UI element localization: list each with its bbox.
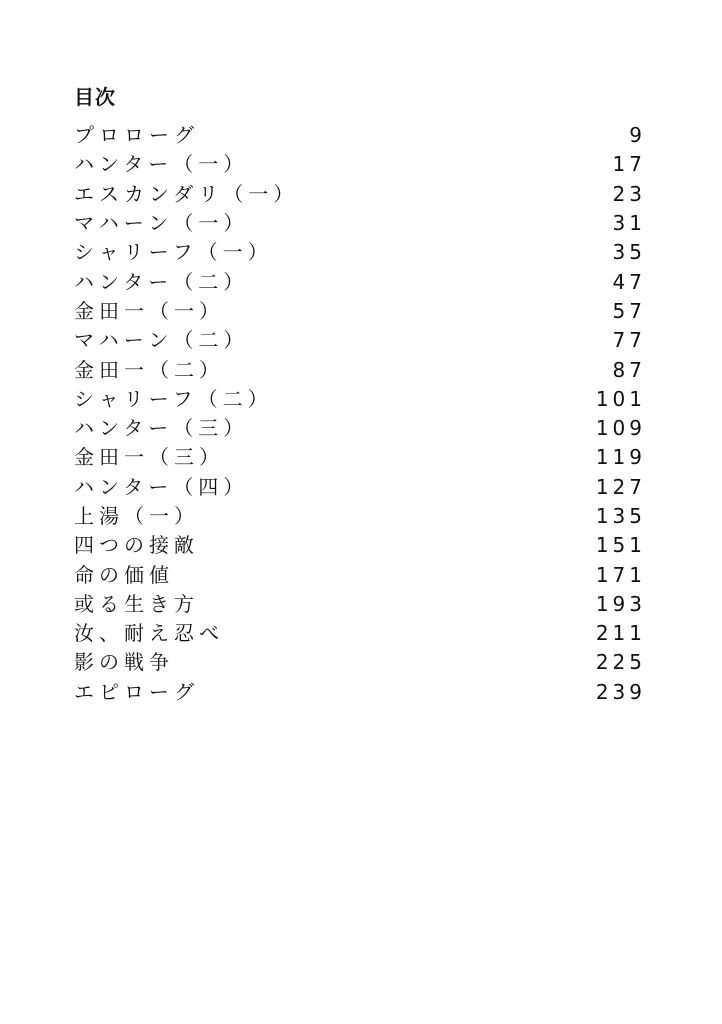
toc-entry [74, 619, 646, 648]
toc-entry-title: マハーン（一） [74, 211, 249, 236]
toc-entry-title: 影の戦争 [74, 650, 174, 675]
toc-entry-page: 193 [595, 591, 646, 616]
toc-entry-page: 47 [612, 269, 646, 294]
toc-entry-page: 109 [595, 416, 646, 441]
toc-entry [74, 531, 646, 560]
toc-entry [74, 385, 646, 414]
toc-entry [74, 648, 646, 677]
toc-entry-page: 35 [612, 240, 646, 265]
toc-entry-title: マハーン（二） [74, 328, 249, 353]
toc-entry [74, 355, 646, 384]
toc-entry-title: 或る生き方 [74, 591, 199, 616]
toc-entry-title: ハンター（二） [74, 269, 249, 294]
toc-entry-page: 225 [595, 650, 646, 675]
toc-entry-title: エピローグ [74, 679, 199, 704]
toc-entry-page: 211 [595, 621, 646, 646]
toc-entry [74, 238, 646, 267]
toc-entry [74, 209, 646, 238]
toc-entry-title: 金田一（三） [74, 445, 224, 470]
toc-entry-title: ハンター（四） [74, 474, 249, 499]
toc-entry [74, 473, 646, 502]
toc-entry [74, 267, 646, 296]
toc-entry-page: 23 [612, 181, 646, 206]
toc-entry [74, 443, 646, 472]
table-of-contents [74, 121, 646, 707]
toc-entry [74, 150, 646, 179]
toc-entry-page: 101 [595, 386, 646, 411]
toc-entry-page: 57 [612, 298, 646, 323]
toc-entry-title: エスカンダリ（一） [74, 181, 299, 206]
toc-entry [74, 590, 646, 619]
toc-entry-title: シャリーフ（二） [74, 386, 273, 411]
toc-entry-page: 17 [612, 152, 646, 177]
page-title: 目次 [74, 85, 116, 110]
toc-entry [74, 121, 646, 150]
toc-entry [74, 326, 646, 355]
toc-entry-title: 四つの接敵 [74, 533, 199, 558]
toc-entry [74, 502, 646, 531]
toc-entry-page: 119 [595, 445, 646, 470]
toc-entry-page: 239 [595, 679, 646, 704]
toc-entry-title: 上湯（一） [74, 504, 199, 528]
toc-entry-title: ハンター（三） [74, 416, 249, 441]
toc-entry-title: シャリーフ（一） [74, 240, 273, 265]
toc-entry [74, 414, 646, 443]
toc-entry-page: 171 [595, 562, 646, 587]
toc-entry-title: 金田一（二） [74, 357, 224, 382]
toc-entry-title: プロローグ [74, 123, 199, 148]
toc-entry [74, 560, 646, 589]
toc-entry-page: 135 [595, 504, 646, 528]
toc-entry-page: 31 [612, 211, 646, 236]
toc-entry [74, 678, 646, 707]
toc-entry [74, 297, 646, 326]
toc-entry [74, 180, 646, 209]
toc-entry-page: 9 [629, 123, 646, 148]
toc-entry-title: 命の価値 [74, 562, 174, 587]
toc-entry-page: 127 [595, 474, 646, 499]
toc-entry-title: ハンター（一） [74, 152, 249, 177]
toc-entry-page: 87 [612, 357, 646, 382]
toc-entry-title: 金田一（一） [74, 298, 224, 323]
toc-entry-page: 151 [595, 533, 646, 558]
toc-entry-page: 77 [612, 328, 646, 353]
toc-entry-title: 汝、耐え忍べ [74, 621, 224, 646]
